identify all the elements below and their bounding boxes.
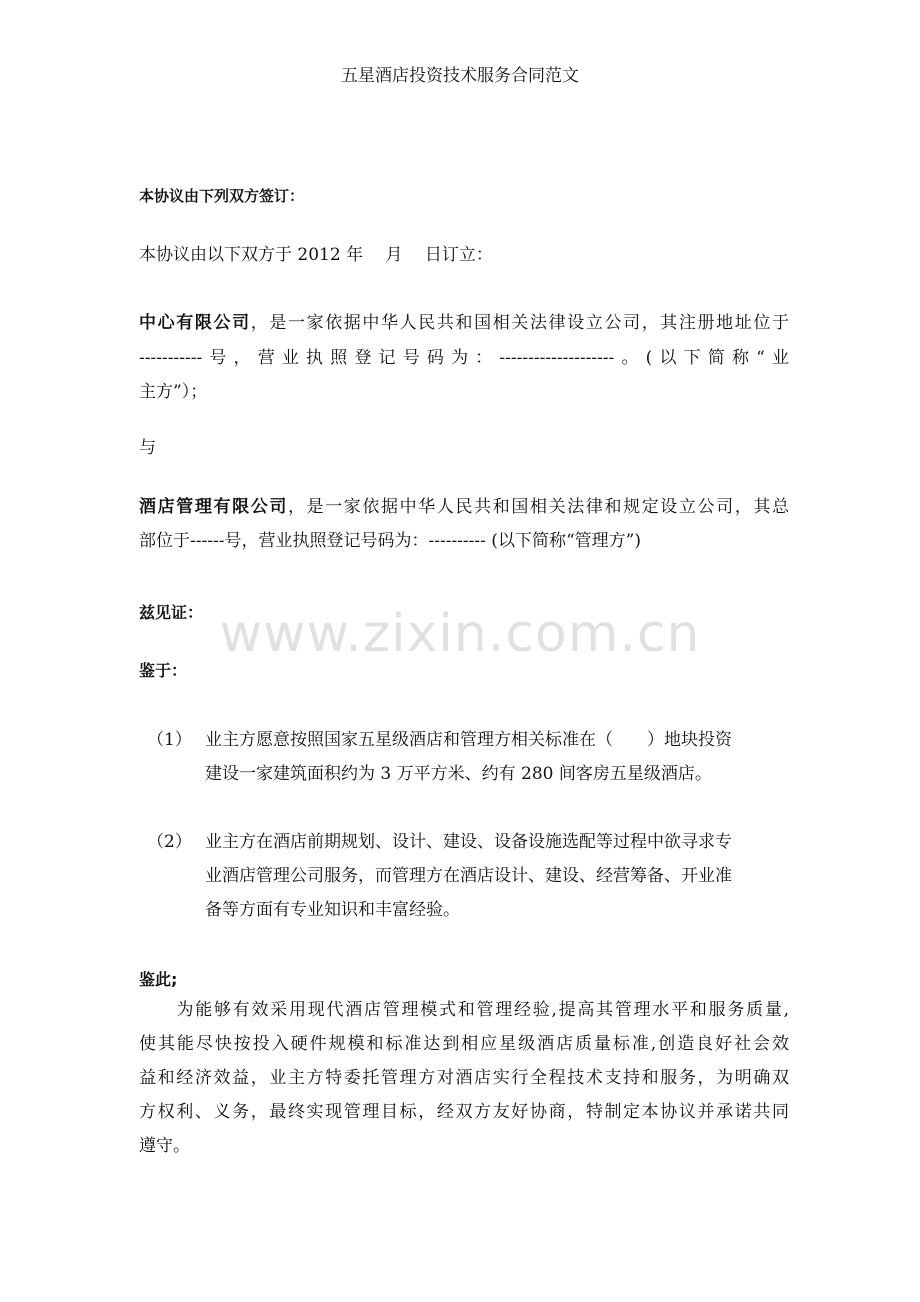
- item-line: 建设一家建筑面积约为 3 万平方米、约有 280 间客房五星级酒店。: [205, 764, 712, 784]
- party-b-name: 酒店管理有限公司: [139, 497, 288, 517]
- closing-line: 遵守。: [139, 1136, 190, 1156]
- witness-heading: 兹见证：: [139, 603, 204, 622]
- item-text: [205, 832, 783, 920]
- item-line: 业酒店管理公司服务，而管理方在酒店设计、建设、经营筹备、开业准: [205, 866, 732, 886]
- therefore-heading: 鉴此;: [139, 970, 178, 989]
- item-number: （2）: [147, 832, 192, 852]
- closing-line: 方权利、义务，最终实现管理目标，经双方友好协商，特制定本协议并承诺共同: [139, 1102, 789, 1122]
- party-b-line-1: [139, 497, 789, 517]
- party-b-line-2: 部位于------号，营业执照登记号码为：---------- (以下简称“管理方”): [139, 531, 641, 551]
- whereas-heading: 鉴于：: [139, 661, 188, 680]
- party-a-line-1-text: ，是一家依据中华人民共和国相关法律设立公司，其注册地址位于: [250, 313, 790, 333]
- item-text: [205, 730, 783, 784]
- and-connector: 与: [139, 438, 156, 458]
- closing-line: 益和经济效益，业主方特委托管理方对酒店实行全程技术支持和服务，为明确双: [139, 1068, 789, 1088]
- party-a-line-3: 主方”）；: [139, 382, 208, 402]
- party-a-line-2: -----------号，营业执照登记号码为：--------------------。(以下简称“业: [139, 348, 789, 368]
- closing-line: 使其能尽快按投入硬件规模和标准达到相应星级酒店质量标准,创造良好社会效: [139, 1034, 789, 1054]
- intro-heading: 本协议由下列双方签订：: [139, 187, 305, 205]
- item-line: 业主方在酒店前期规划、设计、建设、设备设施选配等过程中欲寻求专: [205, 832, 732, 852]
- closing-line: 为能够有效采用现代酒店管理模式和管理经验,提高其管理水平和服务质量,: [139, 1000, 789, 1020]
- item-line: 业主方愿意按照国家五星级酒店和管理方相关标准在（ ）地块投资: [205, 730, 732, 750]
- item-line: 备等方面有专业知识和丰富经验。: [205, 900, 460, 920]
- watermark: www.zixin.com.cn: [219, 604, 701, 664]
- document-title: 五星酒店投资技术服务合同范文: [341, 66, 579, 86]
- party-b-line-1-text: ，是一家依据中华人民共和国相关法律和规定设立公司，其总: [287, 497, 790, 517]
- signing-date-line: 本协议由以下双方于 2012 年 月 日订立：: [139, 245, 493, 265]
- party-a-name: 中心有限公司: [139, 313, 251, 333]
- item-number: （1）: [147, 730, 192, 750]
- party-a-line-1: [139, 313, 789, 333]
